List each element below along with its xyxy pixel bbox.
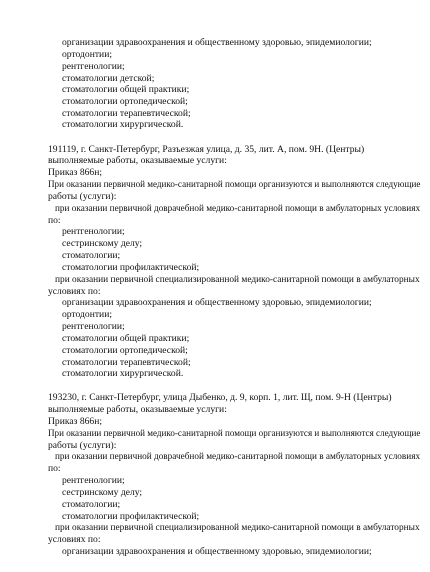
list-item: стоматологии ортопедической; [62,96,188,108]
list-item: стоматологии терапевтической; [62,108,191,119]
list-item: стоматологии профилактической; [62,510,200,522]
intro-text: работы (услуги): [48,190,117,202]
address-line: 193230, г. Санкт-Петербург, улица Дыбенко, д. 9, корп. 1, лит. Щ, пом. 9-Н (Центры) [48,392,392,404]
intro-text: При оказании первичной медико-санитарной помощи организуются и выполняются следующие [48,179,421,190]
services-heading: выполняемые работы, оказываемые услуги: [48,404,227,415]
list-item: стоматологии общей практики; [62,84,190,96]
list-item: рентгенологии; [62,226,125,238]
list-item: стоматологии; [62,250,121,262]
address-line: 191119, г. Санкт-Петербург, Разъезжая улица, д. 35, лит. А, пом. 9Н. (Центры) [48,143,365,155]
subsection-heading: условиях по: [48,534,101,546]
list-item: организации здравоохранения и общественному здоровью, эпидемиологии; [62,546,372,557]
subsection-heading: при оказании первичной доврачебной медико-санитарной помощи в амбулаторных условиях [55,202,421,214]
list-item: стоматологии хирургической. [62,367,184,379]
order-reference: Приказ 866н; [48,167,103,179]
list-item: рентгенологии; [62,60,125,72]
subsection-heading: при оказании первичной специализированной медико-санитарной помощи в амбулаторных [55,273,420,285]
subsection-heading: условиях по: [48,285,101,297]
list-item: сестринскому делу; [62,238,143,250]
list-item: стоматологии общей практики; [62,332,190,344]
intro-text: работы (услуги): [48,439,117,451]
list-item: организации здравоохранения и общественному здоровью, эпидемиологии; [62,297,372,309]
list-item: стоматологии ортопедической; [62,344,188,356]
list-item: стоматологии детской; [62,72,155,84]
subsection-heading: по: [48,214,61,226]
list-item: рентгенологии; [62,321,125,333]
list-item: ортодонтии; [62,309,112,321]
list-item: стоматологии профилактической; [62,261,200,273]
intro-text: При оказании первичной медико-санитарной помощи организуются и выполняются следующие [48,427,421,439]
list-item: стоматологии терапевтической; [62,356,191,368]
list-item: стоматологии хирургической. [62,118,184,130]
list-item: стоматологии; [62,498,121,510]
services-heading: выполняемые работы, оказываемые услуги: [48,155,227,167]
list-item: ортодонтии; [62,48,112,60]
subsection-heading: при оказании первичной доврачебной медико-санитарной помощи в амбулаторных условиях [55,451,421,463]
list-item: сестринскому делу; [62,486,143,498]
list-item: организации здравоохранения и общественному здоровью, эпидемиологии; [62,37,372,48]
list-item: рентгенологии; [62,475,125,486]
order-reference: Приказ 866н; [48,415,103,427]
subsection-heading: при оказании первичной специализированной медико-санитарной помощи в амбулаторных [55,522,420,534]
subsection-heading: по: [48,463,61,475]
